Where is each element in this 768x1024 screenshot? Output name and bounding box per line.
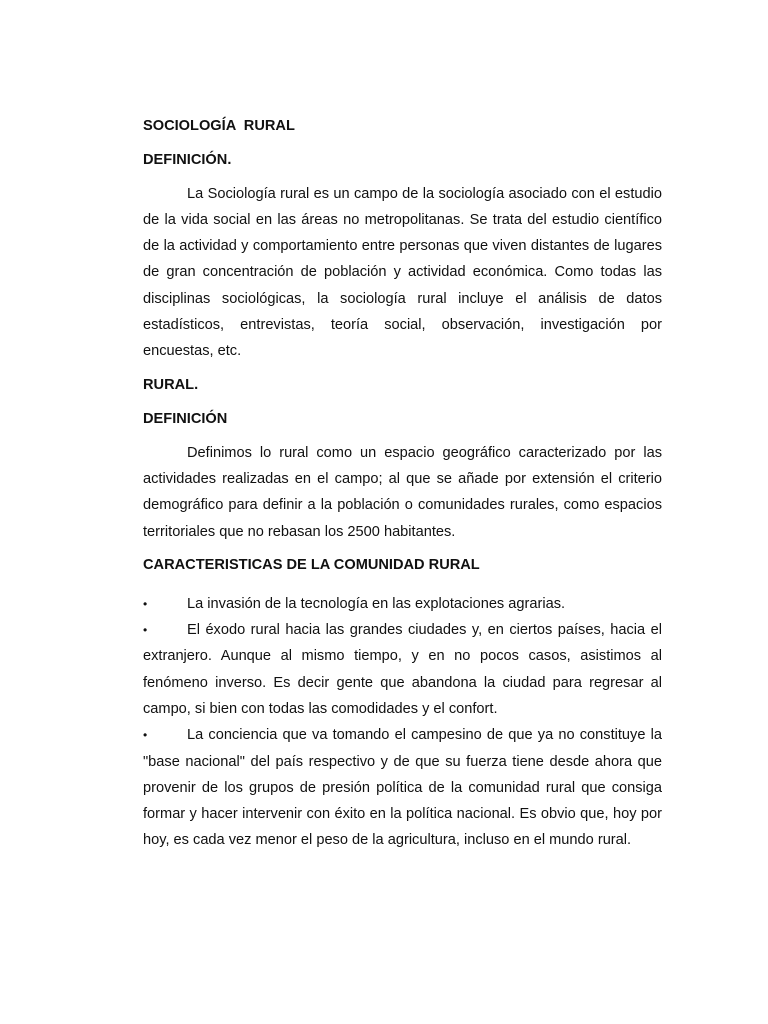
list-item <box>143 722 662 853</box>
list-item-text: El éxodo rural hacia las grandes ciudades y, en ciertos países, hacia el extranjero. Aunque al mismo tiempo, y en no pocos casos, asistimos al fenómeno inverso. Es decir gente que abandona la ciudad para regresar al campo, si bien con todas las comodidades y el confort. <box>143 622 662 717</box>
list-item-text: La conciencia que va tomando el campesino de que ya no constituye la "base nacional" del país respectivo y de que su fuerza tiene desde ahora que provenir de los grupos de presión política de la comunidad rural que consiga formar y hacer intervenir con éxito en la política nacional. Es obvio que, hoy por hoy, es cada vez menor el peso de la agricultura, incluso en el mundo rural. <box>143 727 662 849</box>
list-item <box>143 591 662 617</box>
section3-heading: CARACTERISTICAS DE LA COMUNIDAD RURAL <box>143 557 480 574</box>
bullet-icon: • <box>143 728 148 743</box>
section2-title: RURAL. <box>143 377 199 394</box>
list-item <box>143 617 662 722</box>
bullet-icon: • <box>143 596 148 611</box>
section1-heading: DEFINICIÓN. <box>143 151 232 168</box>
characteristics-list <box>143 591 662 854</box>
section2-heading: DEFINICIÓN <box>143 410 228 427</box>
list-item-text: La invasión de la tecnología en las explotaciones agrarias. <box>187 595 566 612</box>
document-title: SOCIOLOGÍA RURAL <box>143 118 295 134</box>
bullet-icon: • <box>143 623 148 638</box>
section1-paragraph: La Sociología rural es un campo de la sociología asociado con el estudio de la vida social en las áreas no metropolitanas. Se trata del estudio científico de la actividad y comportamiento entre personas que viven distantes de lugares de gran concentración de población y actividad económica. Como todas las disciplinas sociológicas, la sociología rural incluye el análisis de datos estadísticos, entrevistas, teoría social, observación, investigación por encuestas, etc. <box>143 185 662 360</box>
section2-paragraph: Definimos lo rural como un espacio geográfico caracterizado por las actividades realizadas en el campo; al que se añade por extensión el criterio demográfico para definir a la población o comunidades rurales, como espacios territoriales que no rebasan los 2500 habitantes. <box>143 444 662 540</box>
